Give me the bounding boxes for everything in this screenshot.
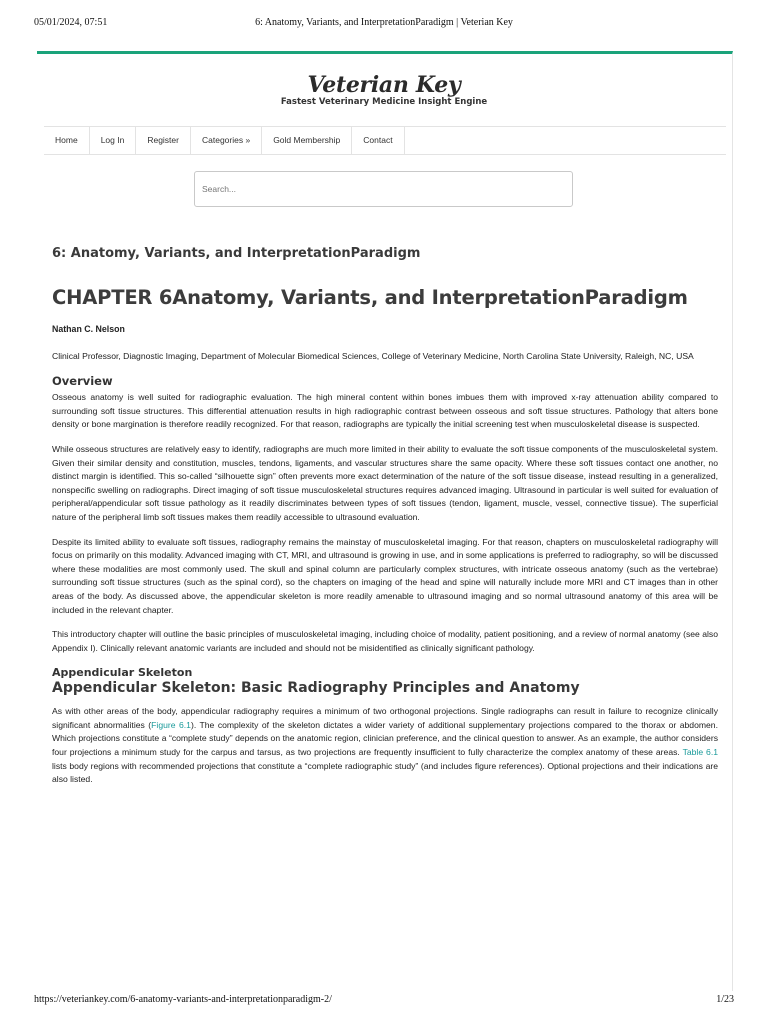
paragraph: Osseous anatomy is well suited for radiographic evaluation. The high mineral content within bones imbues them with improved x-ray attenuation ability compared to surrounding soft tissue structures. This differential attenuation results in high radiographic contrast between osseous and soft tissue structures. Pathology that alters bone density or bone margination is therefore readily recognized. For that reason, radiographs are typically the initial screening test when musculoskeletal disease is suspected.: [52, 392, 718, 430]
paragraph: This introductory chapter will outline the basic principles of musculoskeletal imaging, including choice of modality, patient positioning, and a review of normal anatomy (see also Appendix I). Clinically relevant anatomic variants are included and should not be misidentified as clinically significant pathology.: [52, 629, 718, 653]
figure-link[interactable]: Figure 6.1: [151, 719, 191, 730]
author-affiliation: Clinical Professor, Diagnostic Imaging, Department of Molecular Biomedical Sciences, College of Veterinary Medicine, North Carolina State University, Raleigh, NC, USA: [52, 350, 694, 361]
search-input[interactable]: [194, 171, 573, 207]
print-datetime: 05/01/2024, 07:51: [34, 17, 108, 28]
appendicular-subheading: Appendicular Skeleton: Basic Radiography Principles and Anatomy: [52, 680, 580, 697]
nav-item-contact[interactable]: Contact: [352, 127, 404, 154]
paragraph: Despite its limited ability to evaluate soft tissues, radiography remains the mainstay of musculoskeletal imaging. For that reason, chapters on musculoskeletal radiography will focus on primarily on this modality. Advanced imaging with CT, MRI, and ultrasound is growing in use, and in some applications is preferred to radiography, so will be discussed where these modalities are most commonly used. The skull and spinal column are particularly complex structures, with intricate osseous anatomy (such as the vertebrae) surrounding soft tissue structures (such as the spinal cord), so the chapters on imaging of the head and spine will naturally include more MRI and CT images than in other areas of the body. As discussed above, the appendicular skeleton is more readily amenable to ultrasound imaging and so normal ultrasound anatomy of this area will be included in the relevant chapter.: [52, 536, 718, 615]
appendicular-heading: Appendicular Skeleton: [52, 666, 193, 680]
author-name: Nathan C. Nelson: [52, 324, 125, 334]
nav-item-gold-membership[interactable]: Gold Membership: [262, 127, 352, 154]
article-content: [52, 286, 718, 798]
site-tagline: Fastest Veterinary Medicine Insight Engine: [280, 97, 488, 107]
nav-item-categories[interactable]: Categories »: [191, 127, 262, 154]
paragraph-text: lists body regions with recommended projections that constitute a “complete radiographic study” (and includes figure references). Optional projections and their indications are also listed.: [52, 760, 718, 785]
paragraph-text: ). The complexity of the skeleton dictates a wider variety of additional supplementary projections compared to the thorax or abdomen. Which projections constitute a “complete study” depends on the anatomic region, clinician preference, and the clinical question to answer. As an example, the author considers four projections a minimum study for the carpus and tarsus, as two projections are frequently insufficient to fully characterize the complex anatomy of these areas.: [52, 719, 718, 758]
main-nav: [44, 126, 726, 155]
print-header: [0, 17, 768, 31]
overview-heading: Overview: [52, 374, 113, 389]
print-page-count: 1/23: [716, 994, 734, 1005]
post-title: 6: Anatomy, Variants, and InterpretationParadigm: [52, 246, 421, 261]
paragraph: While osseous structures are relatively easy to identify, radiographs are much more limited in their ability to evaluate the soft tissue components of the musculoskeletal system. Given their similar density and constitution, muscles, tendons, ligaments, and vascular structures share the same opacity. Where these soft tissues contact one another, no distinct margin is identified. This so-called “silhouette sign” often prevents more exact determination of the nature of the soft tissue disease, instead resulting in a generalized, nonspecific swelling on radiographs. Direct imaging of soft tissue musculoskeletal structures requires advanced imaging. Ultrasound in particular is well suited for evaluation of peripheral/appendicular soft tissue pathology as it readily discriminates between types of soft tissues (tendon, ligament, muscle, vessel, connective tissue). The superficial nature of the peripheral limb soft tissues makes them readily accessible to ultrasound evaluation.: [52, 443, 718, 522]
table-link[interactable]: Table 6.1: [682, 747, 718, 758]
print-footer: [0, 994, 768, 1008]
paragraph-text: As with other areas of the body, appendicular radiography requires a minimum of two orthogonal projections. Single radiographs can result in failure to recognize clinically significant abnormalities (: [52, 706, 718, 730]
paragraph: [52, 705, 718, 787]
print-url: https://veteriankey.com/6-anatomy-variants-and-interpretationparadigm-2/: [34, 994, 332, 1005]
site-logo[interactable]: Veterian Key: [307, 72, 461, 98]
nav-item-login[interactable]: Log In: [90, 127, 137, 154]
print-page-title: 6: Anatomy, Variants, and InterpretationParadigm | Veterian Key: [255, 17, 513, 28]
nav-item-home[interactable]: Home: [44, 127, 90, 154]
nav-item-register[interactable]: Register: [136, 127, 191, 154]
chapter-heading: CHAPTER 6Anatomy, Variants, and InterpretationParadigm: [52, 286, 688, 309]
